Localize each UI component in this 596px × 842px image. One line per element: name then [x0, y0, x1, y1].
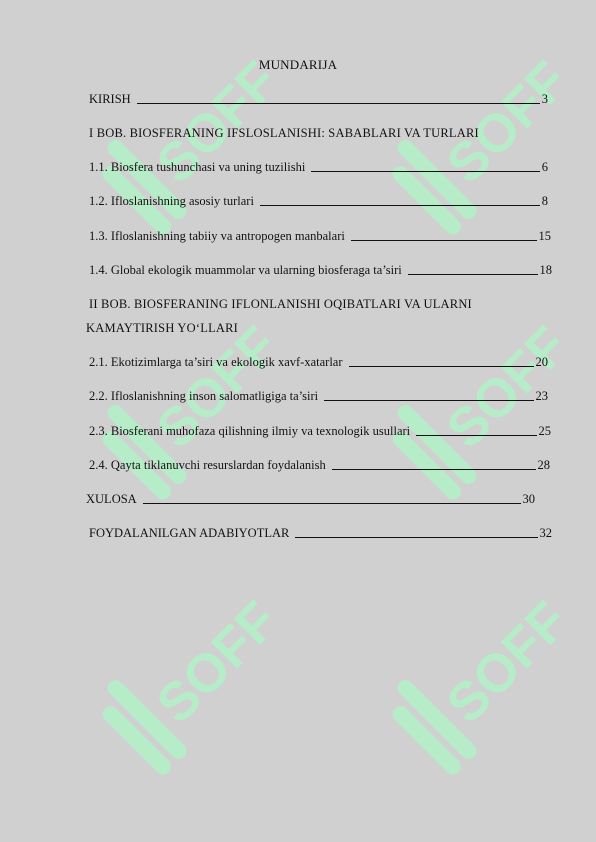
- toc-entry-kirish[interactable]: [89, 91, 548, 107]
- toc-entry-page: 18: [539, 263, 552, 277]
- toc-entry-xulosa[interactable]: [86, 491, 535, 507]
- watermark-logo: [70, 590, 270, 810]
- toc-entry-page: 8: [541, 194, 548, 208]
- toc-chapter-1-heading[interactable]: [89, 121, 479, 145]
- toc-leader-line: [332, 469, 536, 470]
- toc-entry-1-3[interactable]: [89, 228, 551, 244]
- toc-leader-line: [349, 366, 534, 367]
- toc-entry-label: I BOB. BIOSFERANING IFSLOSLANISHI: SABABLARI VA TURLARI: [89, 126, 479, 140]
- toc-entry-page: 6: [541, 160, 548, 174]
- toc-entry-adabiyotlar[interactable]: [89, 525, 552, 541]
- toc-entry-1-4[interactable]: [89, 262, 552, 278]
- toc-leader-line: [143, 503, 521, 504]
- toc-entry-label: 1.1. Biosfera tushunchasi va uning tuzilishi: [89, 160, 306, 174]
- watermark-text: SOFF: [145, 50, 270, 195]
- toc-entry-label: FOYDALANILGAN ADABIYOTLAR: [89, 526, 290, 540]
- watermark-text: SOFF: [435, 315, 560, 460]
- toc-entry-1-2[interactable]: [89, 193, 548, 209]
- toc-entry-page: 23: [535, 389, 548, 403]
- toc-title: MUNDARIJA: [258, 57, 338, 72]
- toc-entry-label: 2.2. Ifloslanishning inson salomatligiga ta’siri: [89, 389, 319, 403]
- toc-entry-label: KIRISH: [89, 92, 131, 106]
- watermark-logo: [360, 590, 560, 810]
- toc-entry-2-1[interactable]: [89, 354, 548, 370]
- toc-leader-line: [416, 435, 536, 436]
- toc-entry-2-2[interactable]: [89, 388, 548, 404]
- toc-entry-label-line-1: II BOB. BIOSFERANING IFLONLANISHI OQIBATLARI VA ULARNI: [89, 297, 472, 311]
- watermark-text: SOFF: [145, 315, 270, 460]
- toc-entry-page: 32: [539, 526, 552, 540]
- toc-chapter-2-heading[interactable]: [86, 292, 472, 340]
- toc-leader-line: [324, 400, 533, 401]
- toc-entry-label: 1.2. Ifloslanishning asosiy turlari: [89, 194, 254, 208]
- toc-leader-line: [137, 103, 540, 104]
- watermark-text: SOFF: [435, 50, 560, 195]
- toc-entry-2-3[interactable]: [89, 423, 551, 439]
- toc-leader-line: [408, 274, 538, 275]
- toc-entry-page: 15: [538, 229, 551, 243]
- toc-entry-label-line-2: KAMAYTIRISH YO‘LLARI: [86, 321, 239, 335]
- toc-entry-page: 3: [541, 92, 548, 106]
- watermark-text: SOFF: [435, 590, 560, 735]
- watermark-text: SOFF: [145, 590, 270, 735]
- toc-entry-1-1[interactable]: [89, 159, 548, 175]
- toc-entry-page: 25: [538, 424, 551, 438]
- toc-entry-label: 2.3. Biosferani muhofaza qilishning ilmiy va texnologik usullari: [89, 424, 411, 438]
- toc-entry-label: XULOSA: [86, 492, 137, 506]
- toc-entry-label: 2.4. Qayta tiklanuvchi resurslardan foydalanish: [89, 458, 326, 472]
- toc-leader-line: [351, 240, 537, 241]
- toc-entry-label: 1.4. Global ekologik muammolar va ularning biosferaga ta’siri: [89, 263, 402, 277]
- toc-leader-line: [311, 171, 539, 172]
- toc-entry-page: 20: [535, 355, 548, 369]
- toc-leader-line: [295, 537, 537, 538]
- toc-entry-2-4[interactable]: [89, 457, 550, 473]
- toc-entry-page: 28: [537, 458, 550, 472]
- toc-entry-page: 30: [522, 492, 535, 506]
- toc-leader-line: [260, 205, 540, 206]
- toc-entry-label: 2.1. Ekotizimlarga ta’siri va ekologik xavf-xatarlar: [89, 355, 343, 369]
- toc-entry-label: 1.3. Ifloslanishning tabiiy va antropogen manbalari: [89, 229, 345, 243]
